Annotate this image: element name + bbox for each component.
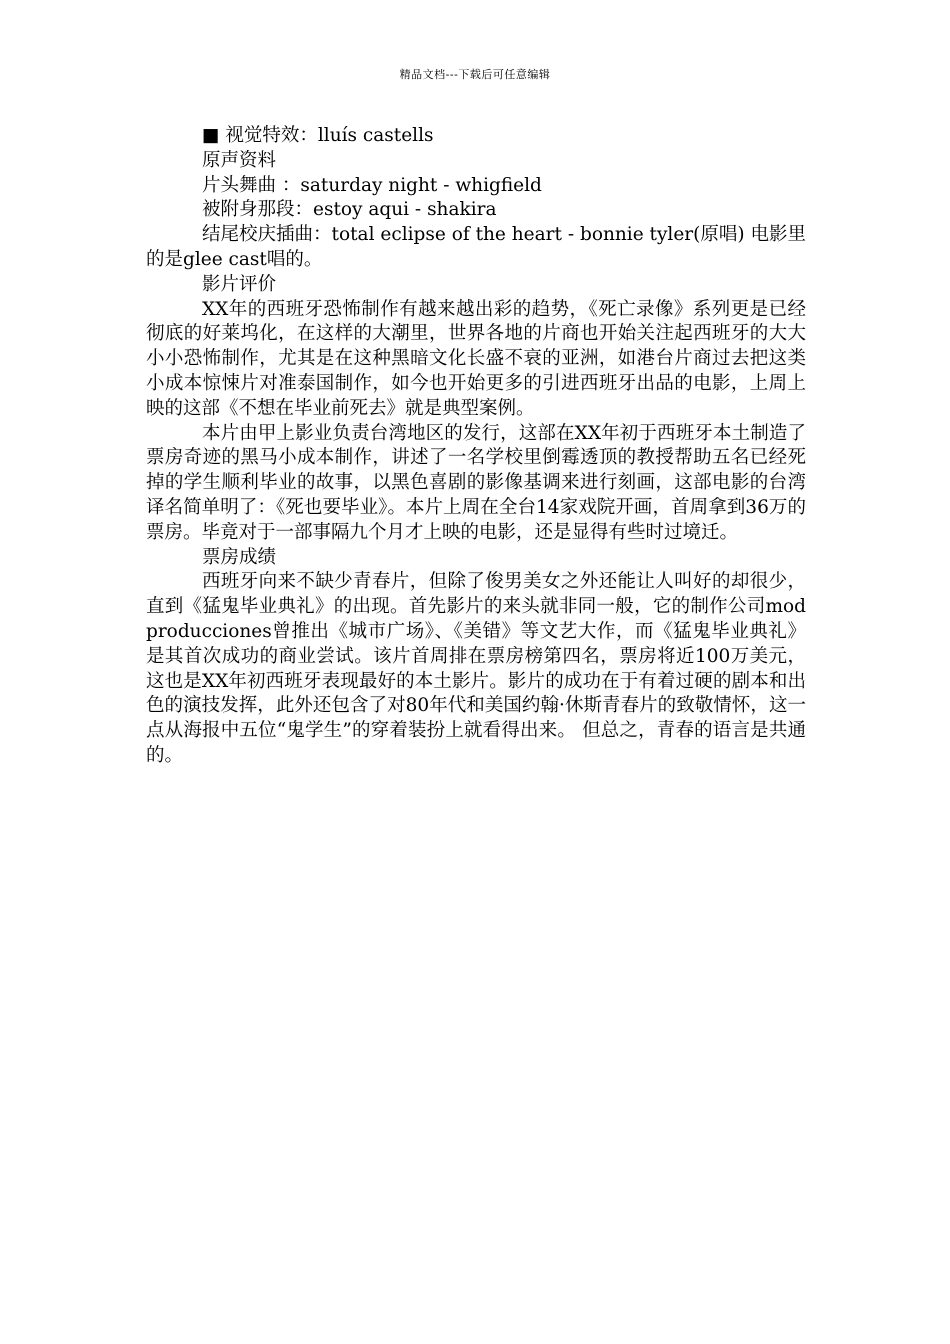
soundtrack-heading: 原声资料	[202, 149, 277, 171]
document-body	[146, 124, 806, 769]
possessed-scene-line: 被附身那段：estoy aqui - shakira	[202, 199, 497, 221]
visual-effects-line: ■ 视觉特效：lluís castells	[202, 125, 434, 146]
opening-dance-line: 片头舞曲 ：saturday night - whigfield	[202, 174, 542, 196]
ending-song-paragraph: 结尾校庆插曲：total eclipse of the heart - bonnie tyler(原唱) 电影里的是glee cast唱的。	[146, 224, 806, 270]
review-heading: 影片评价	[202, 273, 277, 295]
boxoffice-heading: 票房成绩	[202, 546, 277, 568]
page-header: 精品文档---下载后可任意编辑	[399, 68, 551, 81]
boxoffice-paragraph: 西班牙向来不缺少青春片，但除了俊男美女之外还能让人叫好的却很少，直到《猛鬼毕业典礼》的出现。首先影片的来头就非同一般，它的制作公司mod producciones曾推出《城市广场》、《美错》等文艺大作，而《猛鬼毕业典礼》是其首次成功的商业尝试。该片首周排在票房榜第四名，票房将近100万美元，这也是XX年初西班牙表现最好的本土影片。影片的成功在于有着过硬的剧本和出色的演技发挥，此外还包含了对80年代和美国约翰·休斯青春片的致敬情怀，这一点从海报中五位“鬼学生”的穿着装扮上就看得出来。 但总之，青春的语言是共通的。	[146, 571, 806, 766]
review-paragraph-2: 本片由甲上影业负责台湾地区的发行，这部在XX年初于西班牙本土制造了票房奇迹的黑马小成本制作，讲述了一名学校里倒霉透顶的教授帮助五名已经死掉的学生顺利毕业的故事，以黑色喜剧的影像基调来进行刻画，这部电影的台湾译名简单明了：《死也要毕业》。本片上周在全台14家戏院开画，首周拿到36万的票房。毕竟对于一部事隔九个月才上映的电影，还是显得有些时过境迁。	[146, 422, 806, 543]
review-paragraph-1: XX年的西班牙恐怖制作有越来越出彩的趋势，《死亡录像》系列更是已经彻底的好莱坞化，在这样的大潮里，世界各地的片商也开始关注起西班牙的大大小小恐怖制作，尤其是在这种黑暗文化长盛不衰的亚洲，如港台片商过去把这类小成本惊悚片对准泰国制作，如今也开始更多的引进西班牙出品的电影，上周上映的这部《不想在毕业前死去》就是典型案例。	[146, 298, 806, 419]
